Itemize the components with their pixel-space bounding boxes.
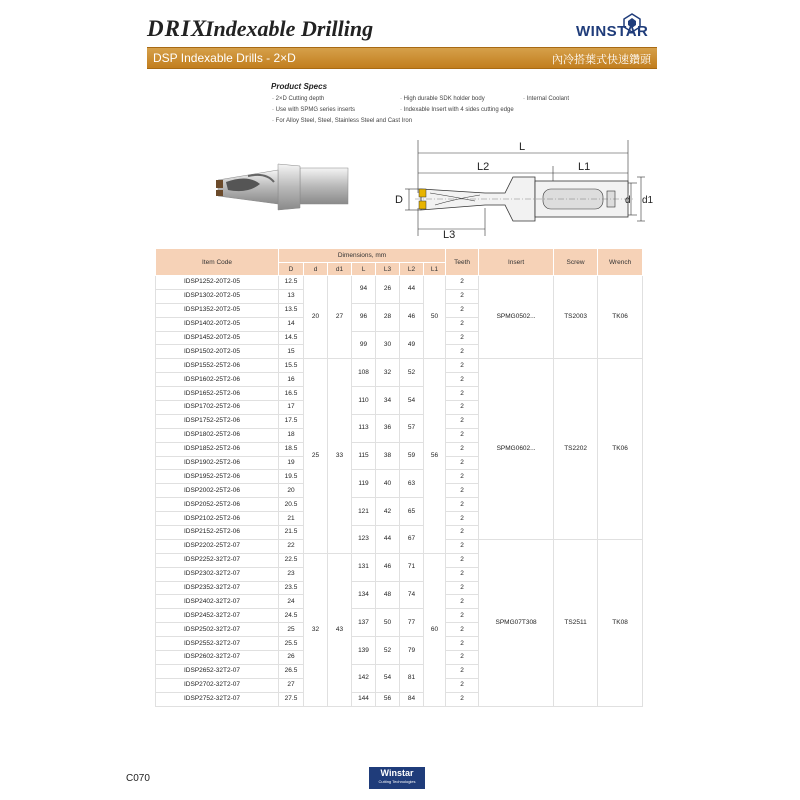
cell-D: 13 [279,289,304,303]
item-code: IDSP1402-20T2-05 [156,317,279,331]
item-code: IDSP1702-25T2-06 [156,401,279,415]
dim-label-d1: d1 [642,195,654,206]
item-code: IDSP2102-25T2-06 [156,512,279,526]
cell-screw: TS2202 [554,359,598,540]
header-screw: Screw [554,249,598,276]
cell-D: 23 [279,567,304,581]
page-title: Indexable Drilling [205,16,374,41]
header-insert: Insert [479,249,554,276]
item-code: IDSP1652-25T2-06 [156,387,279,401]
cell-D: 16.5 [279,387,304,401]
header-L3: L3 [376,263,400,276]
cell-teeth: 2 [446,664,479,678]
cell-teeth: 2 [446,428,479,442]
item-code: IDSP2652-32T2-07 [156,664,279,678]
cell-L: 139 [352,637,376,665]
dim-label-L: L [519,141,526,153]
drill-photo [208,150,368,230]
cell-teeth: 2 [446,317,479,331]
spec-item: · For Alloy Steel, Steel, Stainless Steel and Cast Iron [272,118,413,124]
cell-L2: 74 [400,581,424,609]
item-code: IDSP1252-20T2-05 [156,276,279,290]
cell-D: 15 [279,345,304,359]
item-code: IDSP2452-32T2-07 [156,609,279,623]
item-code: IDSP2552-32T2-07 [156,637,279,651]
spec-item: · 2×D Cutting depth [272,96,325,102]
footer-logo-subtext: Cutting Technologies [378,779,416,784]
cell-D: 20 [279,484,304,498]
cell-L2: 44 [400,276,424,304]
item-code: IDSP1452-20T2-05 [156,331,279,345]
cell-screw: TS2511 [554,539,598,706]
cell-teeth: 2 [446,512,479,526]
item-code: IDSP2052-25T2-06 [156,498,279,512]
cell-L1: 50 [424,276,446,359]
header-L2: L2 [400,263,424,276]
header-item-code: Item Code [156,249,279,276]
table-row [156,276,643,290]
cell-teeth: 2 [446,303,479,317]
drill-diagram [385,133,655,243]
item-code: IDSP2202-25T2-07 [156,539,279,553]
cell-teeth: 2 [446,567,479,581]
cell-D: 16 [279,373,304,387]
cell-insert: SPMG0502... [479,276,554,359]
cell-teeth: 2 [446,623,479,637]
cell-D: 18.5 [279,442,304,456]
footer-logo [369,767,425,789]
header-d1: d1 [328,263,352,276]
cell-L2: 46 [400,303,424,331]
cell-L2: 57 [400,414,424,442]
cell-L2: 65 [400,498,424,526]
cell-screw: TS2003 [554,276,598,359]
cell-D: 13.5 [279,303,304,317]
cell-L3: 52 [376,637,400,665]
cell-D: 12.5 [279,276,304,290]
item-code: IDSP2252-32T2-07 [156,553,279,567]
cell-L2: 52 [400,359,424,387]
section-band [147,47,657,69]
cell-teeth: 2 [446,484,479,498]
cell-teeth: 2 [446,692,479,706]
cell-L3: 56 [376,692,400,706]
cell-L3: 28 [376,303,400,331]
page-number: C070 [126,773,150,784]
cell-L: 113 [352,414,376,442]
item-code: IDSP2302-32T2-07 [156,567,279,581]
cell-d1: 27 [328,276,352,359]
cell-L3: 42 [376,498,400,526]
cell-teeth: 2 [446,539,479,553]
header-d: d [304,263,328,276]
cell-L2: 63 [400,470,424,498]
cell-L: 123 [352,526,376,554]
item-code: IDSP2402-32T2-07 [156,595,279,609]
cell-L: 94 [352,276,376,304]
cell-teeth: 2 [446,442,479,456]
cell-d1: 33 [328,359,352,553]
cell-L2: 67 [400,526,424,554]
dim-label-L2: L2 [477,161,490,173]
cell-wrench: TK08 [598,539,643,706]
item-code: IDSP2602-32T2-07 [156,651,279,665]
cell-D: 27.5 [279,692,304,706]
cell-D: 15.5 [279,359,304,373]
cell-d: 20 [304,276,328,359]
item-code: IDSP1852-25T2-06 [156,442,279,456]
cell-wrench: TK06 [598,276,643,359]
cell-D: 25.5 [279,637,304,651]
section-title: DSP Indexable Drills - 2×D [153,51,296,65]
cell-L: 115 [352,442,376,470]
cell-d1: 43 [328,553,352,706]
cell-L3: 46 [376,553,400,581]
footer-logo-text: Winstar [380,768,414,778]
cell-wrench: TK06 [598,359,643,540]
cell-L2: 77 [400,609,424,637]
cell-L2: 71 [400,553,424,581]
cell-teeth: 2 [446,387,479,401]
cell-L3: 54 [376,664,400,692]
cell-teeth: 2 [446,373,479,387]
header-D: D [279,263,304,276]
cell-teeth: 2 [446,498,479,512]
table-row [156,359,643,373]
cell-D: 23.5 [279,581,304,595]
cell-insert: SPMG0602... [479,359,554,540]
item-code: IDSP1502-20T2-05 [156,345,279,359]
dim-label-L1: L1 [578,161,591,173]
cell-D: 14 [279,317,304,331]
brand-name: WINSTAR [576,23,649,40]
cell-D: 17 [279,401,304,415]
item-code: IDSP1302-20T2-05 [156,289,279,303]
cell-D: 22.5 [279,553,304,567]
cell-L: 121 [352,498,376,526]
item-code: IDSP1352-20T2-05 [156,303,279,317]
cell-D: 21.5 [279,526,304,540]
spec-item: · High durable SDK holder body [400,96,485,102]
item-code: IDSP1802-25T2-06 [156,428,279,442]
drix-logo: DRIX [147,16,208,41]
item-code: IDSP1952-25T2-06 [156,470,279,484]
cell-D: 24 [279,595,304,609]
cell-L2: 59 [400,442,424,470]
cell-teeth: 2 [446,331,479,345]
item-code: IDSP2352-32T2-07 [156,581,279,595]
cell-L2: 81 [400,664,424,692]
item-code: IDSP2702-32T2-07 [156,678,279,692]
header-dimensions: Dimensions, mm [279,249,446,263]
cell-D: 17.5 [279,414,304,428]
cell-L: 96 [352,303,376,331]
cell-D: 20.5 [279,498,304,512]
cell-d: 25 [304,359,328,553]
cell-D: 21 [279,512,304,526]
dim-label-d: d [625,195,631,206]
cell-teeth: 2 [446,401,479,415]
cell-teeth: 2 [446,276,479,290]
cell-D: 25 [279,623,304,637]
item-code: IDSP1602-25T2-06 [156,373,279,387]
dim-label-D: D [395,194,403,206]
cell-L3: 36 [376,414,400,442]
cell-L: 142 [352,664,376,692]
header-L: L [352,263,376,276]
cell-teeth: 2 [446,553,479,567]
spec-item: · Use with SPMG series inserts [272,107,356,113]
cell-L: 137 [352,609,376,637]
cell-L2: 49 [400,331,424,359]
header-L1: L1 [424,263,446,276]
dim-label-L3: L3 [443,229,456,241]
cell-L3: 30 [376,331,400,359]
cell-L: 134 [352,581,376,609]
cell-L3: 26 [376,276,400,304]
winstar-logo [576,12,656,42]
cell-L: 99 [352,331,376,359]
cell-D: 26.5 [279,664,304,678]
header-wrench: Wrench [598,249,643,276]
cell-L3: 40 [376,470,400,498]
item-code: IDSP1752-25T2-06 [156,414,279,428]
cell-L3: 50 [376,609,400,637]
cell-D: 27 [279,678,304,692]
cell-L: 119 [352,470,376,498]
section-title-chinese: 內冷搭葉式快速鑽頭 [552,54,651,66]
cell-teeth: 2 [446,595,479,609]
cell-teeth: 2 [446,456,479,470]
cell-teeth: 2 [446,678,479,692]
cell-teeth: 2 [446,289,479,303]
cell-L3: 48 [376,581,400,609]
cell-teeth: 2 [446,414,479,428]
item-code: IDSP2502-32T2-07 [156,623,279,637]
cell-D: 26 [279,651,304,665]
cell-teeth: 2 [446,581,479,595]
cell-teeth: 2 [446,345,479,359]
cell-D: 24.5 [279,609,304,623]
cell-D: 22 [279,539,304,553]
cell-L: 110 [352,387,376,415]
cell-d: 32 [304,553,328,706]
cell-L3: 34 [376,387,400,415]
cell-L3: 38 [376,442,400,470]
cell-teeth: 2 [446,609,479,623]
cell-D: 19 [279,456,304,470]
cell-D: 18 [279,428,304,442]
cell-L1: 60 [424,553,446,706]
specs-title: Product Specs [271,82,328,91]
cell-L2: 54 [400,387,424,415]
cell-D: 14.5 [279,331,304,345]
cell-L1: 56 [424,359,446,553]
item-code: IDSP1902-25T2-06 [156,456,279,470]
item-code: IDSP2752-32T2-07 [156,692,279,706]
cell-L2: 79 [400,637,424,665]
cell-L3: 44 [376,526,400,554]
cell-L: 144 [352,692,376,706]
cell-teeth: 2 [446,637,479,651]
spec-item: · Internal Coolant [523,96,570,102]
cell-insert: SPMG07T308 [479,539,554,706]
cell-teeth: 2 [446,526,479,540]
header-teeth: Teeth [446,249,479,276]
cell-L3: 32 [376,359,400,387]
cell-L: 108 [352,359,376,387]
cell-L2: 84 [400,692,424,706]
cell-L: 131 [352,553,376,581]
spec-item: · Indexable Insert with 4 sides cutting edge [400,107,514,113]
cell-D: 19.5 [279,470,304,484]
cell-teeth: 2 [446,359,479,373]
specs-table [155,248,643,707]
item-code: IDSP1552-25T2-06 [156,359,279,373]
item-code: IDSP2002-25T2-06 [156,484,279,498]
item-code: IDSP2152-25T2-06 [156,526,279,540]
cell-teeth: 2 [446,651,479,665]
cell-teeth: 2 [446,470,479,484]
